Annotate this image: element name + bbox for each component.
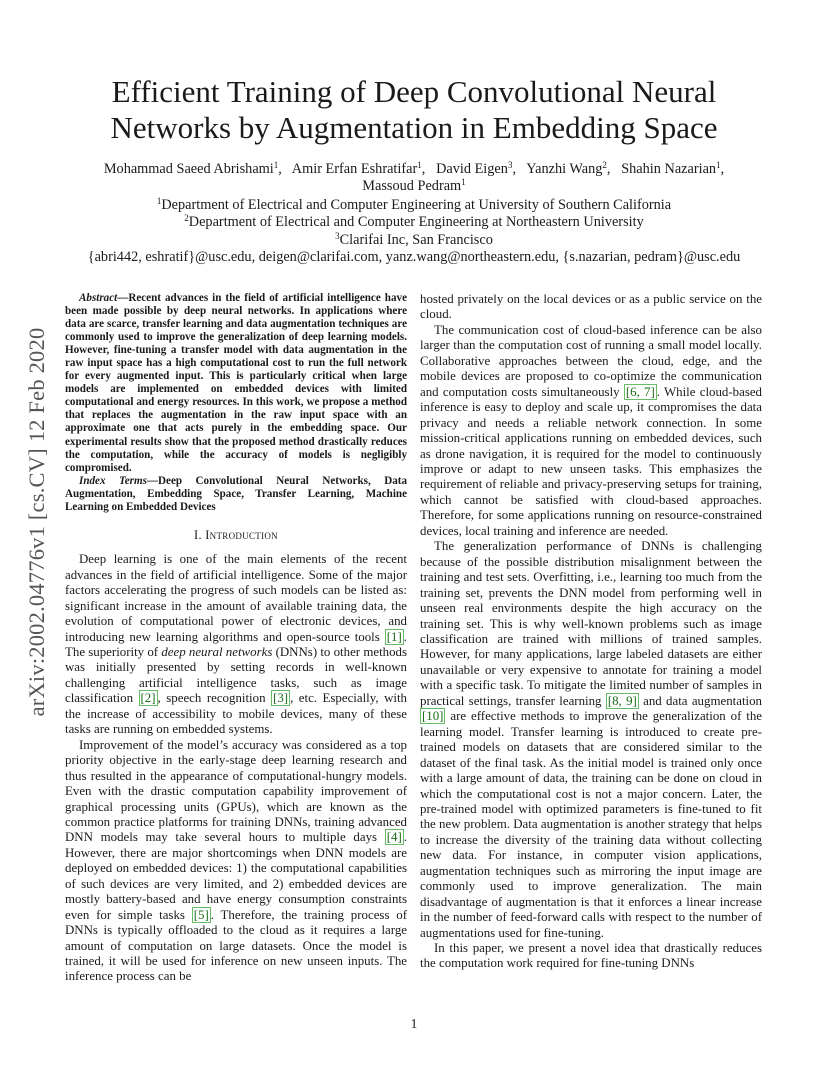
- citation-link[interactable]: [8, 9]: [607, 693, 637, 708]
- paper-title: [40, 74, 788, 146]
- affiliation: $^3$Clarifai Inc, San Francisco: [335, 231, 493, 248]
- citation-link[interactable]: [2]: [140, 691, 156, 706]
- citation-link[interactable]: [4]: [386, 830, 402, 845]
- title-line-1: Efficient Training of Deep Convolutional Neural: [111, 74, 717, 109]
- paragraph: hosted privately on the local devices or as a public service on the cloud.: [420, 292, 762, 322]
- arxiv-stamp: [22, 287, 52, 757]
- citation-link[interactable]: [10]: [422, 709, 444, 724]
- affiliation: $^2$Department of Electrical and Computer Engineering at Northeastern University: [184, 213, 644, 230]
- paragraph: The communication cost of cloud-based inference can be also larger than the computation cost of running a small model locally. Collaborative approaches between the cloud, edge, and the mobile devices are proposed to co-optimize the communication and computation costs simultaneously [6, 7] . While cloud-based inference is easy to deploy and scale up, it compromises the data privacy and needs a reliable network connection. In some mission-critical applications running on embedded devices, such as drone navigation, it is required for the model to continuously improve or adapt to new unseen tasks. This emphasizes the requirement of reliable and privacy-preserving setups for training, which cannot be satisfied with cloud-based approaches. Therefore, for some applications running on resource-constrained devices, local training and inference are needed.: [420, 322, 763, 538]
- author: Massoud Pedram$^1$: [362, 177, 466, 194]
- author: David Eigen$^3$,: [436, 160, 517, 177]
- abstract: Abstract—Recent advances in the field of artificial intelligence have been made possible by deep neural networks. In applications where data are scarce, transfer learning and data augmentation techniques are commonly used to improve the generalization of deep learning models. However, fine-tuning a transfer model with data augmentation in the raw input space has a high computational cost to run the full network for every augmented input. This is particularly critical when large models are implemented on embedded devices with limited computational and energy resources. In this work, we propose a method that replaces the augmentation in the raw input space with an approximate one that acts purely in the embedding space. Our experimental results show that the proposed method drastically reduces the computation, while the accuracy of models is negligibly compromised.: [65, 292, 407, 474]
- author: Yanzhi Wang$^2$,: [526, 160, 611, 177]
- right-column: [420, 292, 762, 972]
- citation-link[interactable]: [1]: [386, 629, 402, 644]
- paragraph: The generalization performance of DNNs is challenging because of the possible distribution misalignment between the training and test sets. Overfitting, i.e., learning too much from the training set, prevents the DNN model from performing well in unseen real environments despite the high accuracy on the training set. This is why well-known problems such as image classification are trained with millions of trained samples. However, for many applications, large labeled datasets are either unavailable or very expensive to annotate for training a model with a specific task. To mitigate the limited number of samples in practical settings, transfer learning [8, 9] and data augmentation [10] are effective methods to improve the generalization of the learning model. Transfer learning is introduced to create pre-trained models on datasets that are considered similar to the dataset of the final task. As the initial model is trained only once with a large amount of data, the training can be done on cloud in which the computational cost is not a major concern. Later, the pre-trained model with optimized parameters is fine-tuned to fit the new problem. Data augmentation is another strategy that helps to increase the diversity of the training data without collecting new data. For instance, in computer vision applications, augmentation techniques such as mirroring the input image are commonly used to improve generalization. The main disadvantage of augmentation is that it enforces a linear increase in the number of feed-forward calls with respect to the number of augmentations used for fine-tuning.: [420, 539, 762, 940]
- title-line-2: Networks by Augmentation in Embedding Space: [110, 110, 718, 145]
- author: Shahin Nazarian$^1$,: [621, 160, 725, 177]
- page-number: 1: [410, 1016, 418, 1031]
- paragraph: Improvement of the model’s accuracy was considered as a top priority objective in the early-stage deep learning research and thus resulted in the appearance of computational-hungry models. Even with the drastic computation capability improvement of graphical processing units (GPUs), which are known as the common practice platforms for training DNNs, training advanced DNN models may take several hours to multiple days [4] . However, there are major shortcomings when DNN models are deployed on embedded devices: 1) the computational capabilities of such devices are very limited, and 2) embedded devices are mostly battery-based and have energy consumption constraints even for simple tasks [5] . Therefore, the training process of DNNs is typically offloaded to the cloud as it requires a large amount of computation on large datasets. Once the model is trained, it will be used for inference on new unseen inputs. The inference process can be: [65, 737, 407, 984]
- affiliation: $^1$Department of Electrical and Computer Engineering at University of Southern California: [156, 196, 672, 213]
- left-column: [65, 292, 407, 985]
- author-list: [60, 161, 768, 195]
- section-heading: I. Introduction: [194, 527, 278, 542]
- paragraph: Deep learning is one of the main elements of the recent advances in the field of artificial intelligence. Some of the major factors accelerating the progress of such models can be listed as: significant increase in the amount of available training data, the evolution of computational power of electronic devices, and introducing new learning algorithms and open-source tools [1] . The superiority of deep neural networks (DNNs) to other methods was initially presented by setting records in well-known challenging artificial intelligence tasks, such as image classification [2] , speech recognition [3] , etc. Especially, with the increase of accessibility to mobile devices, many of these tasks are running on embedded systems.: [65, 552, 408, 737]
- arxiv-stamp-text: arXiv:2002.04776v1 [cs.CV] 12 Feb 2020: [24, 327, 49, 717]
- citation-link[interactable]: [3]: [273, 691, 289, 706]
- paragraph: In this paper, we present a novel idea that drastically reduces the computation work required for fine-tuning DNNs: [420, 941, 762, 971]
- author-emails: {abri442, eshratif}@usc.edu, deigen@clarifai.com, yanz.wang@northeastern.edu, {s.nazarian, pedram}@usc.edu: [87, 249, 741, 265]
- author: Mohammad Saeed Abrishami$^1$,: [103, 160, 282, 177]
- author: Amir Erfan Eshratifar$^1$,: [291, 160, 426, 177]
- citation-link[interactable]: [5]: [193, 907, 209, 922]
- citation-link[interactable]: [6, 7]: [625, 384, 655, 399]
- index-terms: Index Terms—Deep Convolutional Neural Networks, Data Augmentation, Embedding Space, Transfer Learning, Machine Learning on Embedded Devices: [65, 474, 407, 513]
